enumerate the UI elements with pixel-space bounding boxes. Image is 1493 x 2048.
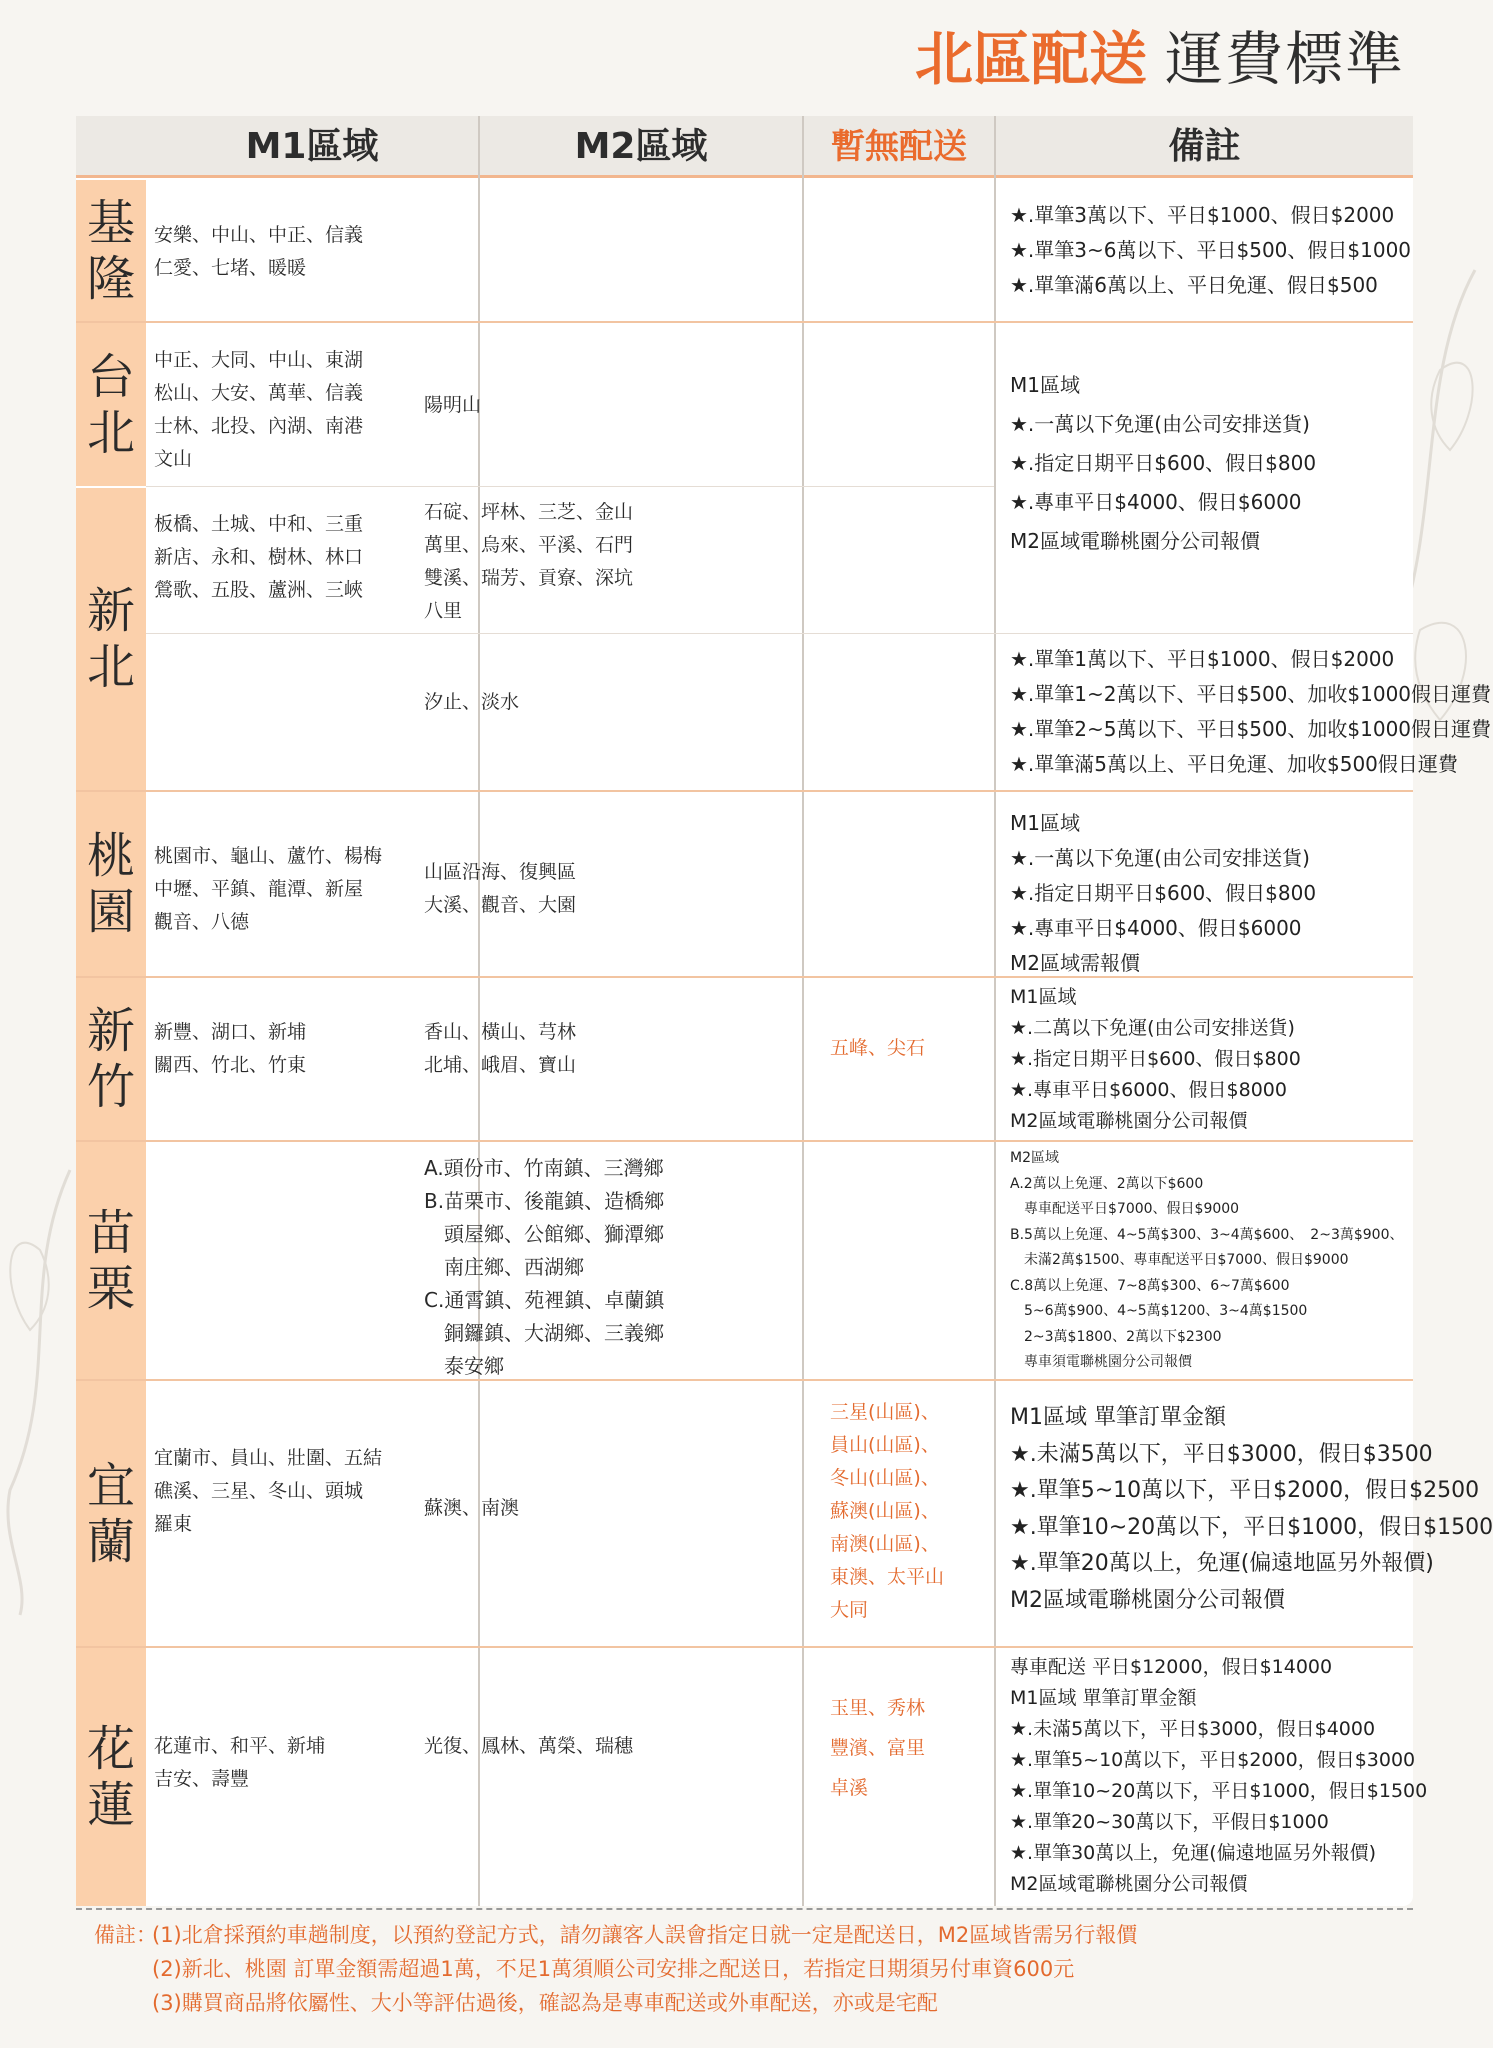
column-divider bbox=[994, 116, 996, 1906]
footer-note-1: (1)北倉採預約車趟制度，以預約登記方式，請勿讓客人誤會指定日就一定是配送日，M2區域皆需另行報價 bbox=[152, 1923, 1138, 1947]
taipei-m1-list: 中正、大同、中山、東湖 松山、大安、萬華、信義 士林、北投、內湖、南港 文山 bbox=[154, 349, 364, 470]
footer-note-2: (2)新北、桃園 訂單金額需超過1萬，不足1萬須順公司安排之配送日，若指定日期須另付車資600元 bbox=[152, 1957, 1075, 1981]
shipping-fee-table bbox=[76, 116, 1493, 1906]
taoyuan-m1-list: 桃園市、龜山、蘆竹、楊梅 中壢、平鎮、龍潭、新屋 觀音、八德 bbox=[154, 845, 383, 933]
taoyuan-remark: M1區域 ★.一萬以下免運(由公司安排送貨) ★.指定日期平日$600、假日$800 ★.專車平日$4000、假日$6000 M2區域需報價 bbox=[1010, 811, 1317, 975]
hualien-m2-list: 光復、鳳林、萬榮、瑞穗 bbox=[424, 1735, 634, 1757]
row-divider bbox=[76, 790, 1413, 792]
header-remark: 備註 bbox=[1168, 126, 1241, 167]
row-divider bbox=[76, 1379, 1413, 1381]
leaf-decoration-icon bbox=[0, 1160, 76, 1620]
newtaipei-m2-list: 汐止、淡水 bbox=[424, 691, 520, 713]
footer-notes bbox=[94, 1918, 1137, 2020]
yilan-no-delivery-list: 三星(山區)、 員山(山區)、 冬山(山區)、 蘇澳(山區)、 南澳(山區)、 東澳、太平山 大同 bbox=[830, 1401, 945, 1621]
keelung-remark: ★.單筆3萬以下、平日$1000、假日$2000 ★.單筆3~6萬以下、平日$500、假日$1000 ★.單筆滿6萬以上、平日免運、假日$500 bbox=[1010, 203, 1412, 297]
title-rest: 運費標準 bbox=[1164, 25, 1405, 93]
keelung-m1-list: 安樂、中山、中正、信義 仁愛、七堵、暖暖 bbox=[154, 224, 364, 279]
newtaipei-m1-list: 板橋、土城、中和、三重 新店、永和、樹林、林口 鶯歌、五股、蘆洲、三峽 bbox=[154, 513, 364, 601]
region-newtaipei: 新 北 bbox=[76, 488, 146, 790]
row-divider bbox=[76, 1646, 1413, 1648]
hsinchu-no-delivery-list: 五峰、尖石 bbox=[830, 1037, 926, 1059]
yilan-m1-list: 宜蘭市、員山、壯圍、五結 礁溪、三星、冬山、頭城 羅東 bbox=[154, 1447, 383, 1535]
row-divider bbox=[76, 321, 1413, 323]
newtaipei-m2-mountain-list: 石碇、坪林、三芝、金山 萬里、烏來、平溪、石門 雙溪、瑞芳、貢寮、深坑 八里 bbox=[424, 501, 634, 622]
region-hsinchu: 新 竹 bbox=[76, 978, 146, 1140]
title-highlight: 北區配送 bbox=[914, 25, 1147, 93]
page-title bbox=[915, 16, 1405, 102]
region-taipei: 台 北 bbox=[76, 323, 146, 486]
hualien-m1-list: 花蓮市、和平、新埔 吉安、壽豐 bbox=[154, 1735, 326, 1790]
column-divider bbox=[802, 116, 804, 1906]
miaoli-m2-list: A.頭份市、竹南鎮、三灣鄉 B.苗栗市、後龍鎮、造橋鄉 頭屋鄉、公館鄉、獅潭鄉 南庄鄉、西湖鄉 C.通霄鎮、苑裡鎮、卓蘭鎮 銅鑼鎮、大湖鄉、三義鄉 泰安鄉 bbox=[424, 1156, 665, 1378]
region-taoyuan: 桃 園 bbox=[76, 792, 146, 976]
region-yilan: 宜 蘭 bbox=[76, 1381, 146, 1646]
header-m2: M2區域 bbox=[574, 126, 708, 167]
yilan-m2-list: 蘇澳、南澳 bbox=[424, 1497, 520, 1519]
taipei-newtaipei-remark: M1區域 ★.一萬以下免運(由公司安排送貨) ★.指定日期平日$600、假日$800 ★.專車平日$4000、假日$6000 M2區域電聯桃園分公司報價 bbox=[1010, 373, 1317, 553]
row-divider bbox=[146, 486, 994, 487]
footer-divider bbox=[76, 1908, 1413, 1910]
taipei-m2-list: 陽明山 bbox=[424, 394, 482, 416]
column-divider bbox=[478, 116, 480, 1906]
row-divider bbox=[146, 633, 1413, 634]
region-miaoli: 苗 栗 bbox=[76, 1142, 146, 1379]
hualien-remark: 專車配送 平日$12000，假日$14000 M1區域 單筆訂單金額 ★.未滿5萬以下，平日$3000，假日$4000 ★.單筆5~10萬以下，平日$2000，假日$3000 ★.單筆10~20萬以下，平日$1000，假日$1500 ★.單筆20~30萬以下，平假日$1000 ★.單筆30萬以上，免運(偏遠地區另外報價) M2區域電聯桃園分公司報價 bbox=[1010, 1656, 1428, 1895]
miaoli-remark: M2區域 A.2萬以上免運、2萬以下$600 專車配送平日$7000、假日$9000 B.5萬以上免運、4~5萬$300、3~4萬$600、 2~3萬$900、 未滿2萬$1500、專車配送平日$7000、假日$9000 C.8萬以上免運、7~8萬$300、6~7萬$600 5~6萬$900、4~5萬$1200、3~4萬$1500 2~3萬$1800、2萬以下$2300 專車須電聯桃園分公司報價 bbox=[1010, 1150, 1404, 1370]
row-divider bbox=[76, 1140, 1413, 1142]
yilan-remark: M1區域 單筆訂單金額 ★.未滿5萬以下，平日$3000，假日$3500 ★.單筆5~10萬以下，平日$2000，假日$2500 ★.單筆10~20萬以下，平日$1000，假日$1500 ★.單筆20萬以上，免運(偏遠地區另外報價) M2區域電聯桃園分公司報價 bbox=[1010, 1405, 1493, 1613]
hsinchu-m2-list: 香山、橫山、芎林 北埔、峨眉、寶山 bbox=[424, 1021, 577, 1076]
footer-note-3: (3)購買商品將依屬性、大小等評估過後，確認為是專車配送或外車配送，亦或是宅配 bbox=[152, 1991, 938, 2015]
header-m1: M1區域 bbox=[245, 126, 379, 167]
taoyuan-m2-list: 山區沿海、復興區 大溪、觀音、大園 bbox=[424, 861, 577, 916]
footer-label: 備註： bbox=[94, 1923, 157, 1947]
table-header bbox=[76, 116, 1413, 178]
hsinchu-remark: M1區域 ★.二萬以下免運(由公司安排送貨) ★.指定日期平日$600、假日$800 ★.專車平日$6000、假日$8000 M2區域電聯桃園分公司報價 bbox=[1010, 986, 1301, 1132]
header-no-delivery: 暫無配送 bbox=[831, 127, 967, 167]
hualien-no-delivery-list: 玉里、秀林 豐濱、富里 卓溪 bbox=[830, 1697, 926, 1799]
region-keelung: 基 隆 bbox=[76, 180, 146, 321]
region-hualien: 花 蓮 bbox=[76, 1648, 146, 1906]
hsinchu-m1-list: 新豐、湖口、新埔 關西、竹北、竹東 bbox=[154, 1021, 307, 1076]
newtaipei-remark: ★.單筆1萬以下、平日$1000、假日$2000 ★.單筆1~2萬以下、平日$500、加收$1000假日運費 ★.單筆2~5萬以下、平日$500、加收$1000假日運費 ★.單筆滿5萬以上、平日免運、加收$500假日運費 bbox=[1010, 647, 1492, 776]
